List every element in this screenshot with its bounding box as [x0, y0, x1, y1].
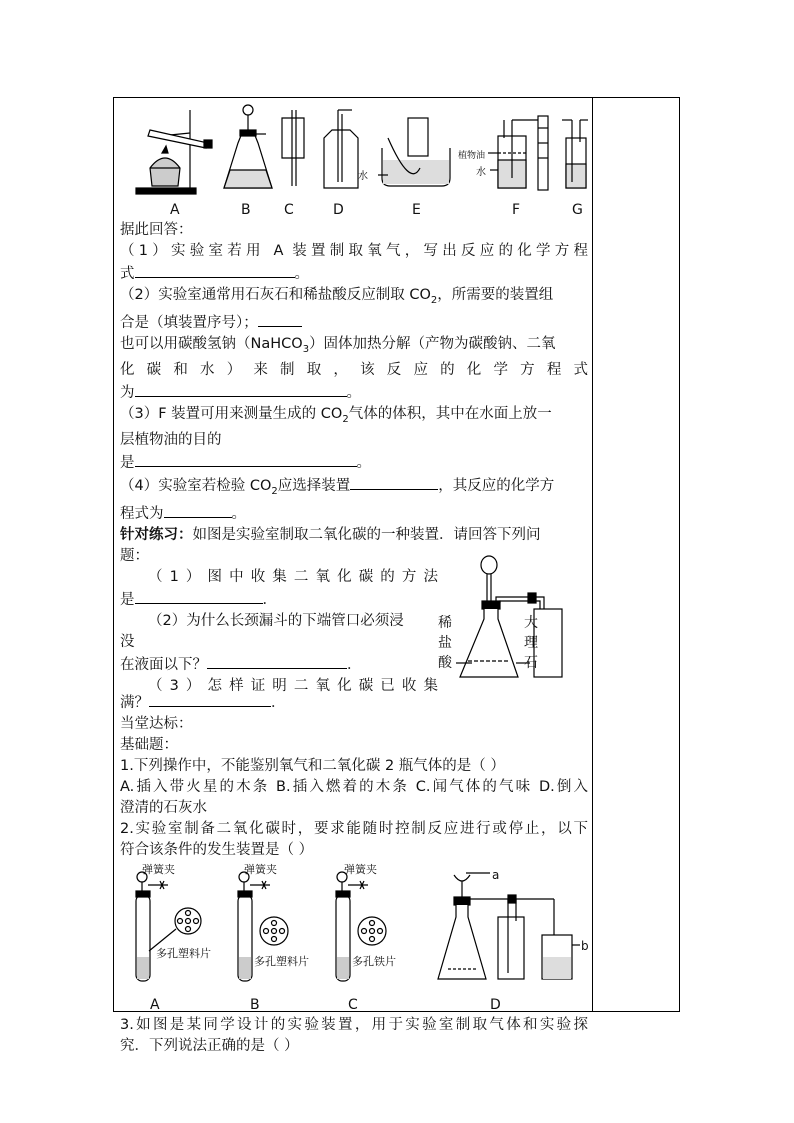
apparatus-g: [562, 120, 588, 188]
clip-label-c: 弹簧夹: [344, 862, 377, 876]
b2-line-1: 2.实验室制备二氧化碳时，要求能随时控制反应进行或停止，以下: [120, 820, 588, 837]
q2-text-e: ）固体加热分解（产物为碳酸钠、二氧: [309, 335, 556, 352]
q4-text-b: 应选择装置: [277, 477, 351, 494]
label-e: E: [412, 202, 421, 218]
device-a: [136, 872, 201, 981]
p2-line-2: 没: [120, 633, 135, 650]
intro-text: 据此回答：: [120, 222, 193, 238]
clip-label-a: 弹簧夹: [142, 862, 175, 876]
mark-b: b: [581, 938, 589, 953]
plastic-label-a: 多孔塑料片: [156, 946, 211, 960]
p3-suffix: ．: [271, 694, 286, 711]
acid-char-1: 稀: [438, 614, 452, 631]
label-b: B: [241, 202, 251, 218]
q3-text-b: 气体的体积，其中在水面上放一: [348, 405, 552, 422]
q4-line-1: [120, 474, 588, 502]
b1-options-2: 澄清的石灰水: [120, 799, 207, 816]
q3-sub: 2: [342, 413, 349, 425]
plastic-label-b: 多孔塑料片: [254, 954, 309, 968]
marble-char-1: 大: [524, 614, 538, 631]
water-label-e: 水: [358, 171, 368, 182]
device-label-c: C: [348, 996, 358, 1013]
p1-line-1: （1）图中收集二氧化碳的方法: [148, 568, 438, 585]
p2-answer-blank[interactable]: [207, 653, 347, 669]
q2-prefix-2: 为: [120, 384, 135, 401]
q1-answer-blank[interactable]: [135, 262, 295, 278]
worksheet-content: [120, 98, 588, 1057]
co2-apparatus-figure: [438, 549, 588, 689]
water-label-f: 水: [476, 167, 486, 178]
q2-equation-blank[interactable]: [135, 381, 347, 397]
column-divider: [592, 98, 593, 1011]
q1-line-1: （1）实验室若用 A 装置制取氧气，写出反应的化学方程: [120, 243, 588, 259]
mark-a: a: [492, 867, 500, 882]
practice-questions: [120, 567, 438, 697]
q2-line-1: [120, 285, 588, 311]
q3-text-a: （3）F 装置可用来测量生成的 CO: [120, 405, 343, 422]
b1-options: A.插入带火星的木条 B.插入燃着的木条 C.闻气体的气味 D.倒入: [120, 778, 588, 795]
p2-suffix: ．: [347, 656, 362, 673]
q4-text-a: （4）实验室若检验 CO: [120, 477, 272, 494]
generator-figure: [120, 861, 588, 993]
practice-heading: 针对练习：: [120, 526, 193, 543]
oil-label: 植物油: [458, 151, 486, 161]
q2-text-b: ，所需要的装置组: [437, 287, 554, 303]
q3-suffix: 。: [356, 454, 371, 471]
b3-line-1: 3.如图是某同学设计的实验装置，用于实验室制取气体和实验探: [120, 1016, 588, 1033]
q4-text-c: ，其反应的化学方: [438, 477, 555, 494]
label-c: C: [284, 202, 294, 218]
q4-prefix: 程式为: [120, 505, 164, 522]
q2-text-d: 也可以用碳酸氢钠（NaHCO: [120, 335, 303, 352]
apparatus-d: [324, 110, 358, 188]
q4-sub: 2: [271, 485, 278, 497]
device-d: [438, 873, 580, 979]
clip-label-b: 弹簧夹: [244, 862, 277, 876]
p1-prefix: 是: [120, 591, 135, 608]
iron-label-c: 多孔铁片: [352, 954, 396, 968]
q2-answer-blank[interactable]: [258, 311, 302, 327]
device-label-a: A: [150, 996, 160, 1013]
practice-block: [120, 567, 588, 694]
q4-equation-blank[interactable]: [164, 502, 232, 518]
q1-line-2: [120, 262, 588, 285]
q2-sub: 2: [430, 294, 438, 306]
marble-char-2: 理: [524, 634, 538, 651]
q3-line-2: 层植物油的目的: [120, 431, 222, 448]
q2-line-5: [120, 381, 588, 404]
b1-question: 1.下列操作中，不能鉴别氧气和二氧化碳 2 瓶气体的是（ ）: [120, 757, 505, 774]
practice-text: 如图是实验室制取二氧化碳的一种装置．请回答下列问: [192, 526, 541, 543]
q2-line-4: 化碳和水）来制取，该反应的化学方程式: [120, 361, 588, 378]
apparatus-f: [498, 116, 548, 190]
apparatus-b: [224, 105, 272, 188]
q3-line-3: [120, 451, 588, 474]
p1-line-2: [120, 588, 438, 611]
apparatus-e: [382, 118, 450, 186]
q4-suffix: 。: [231, 505, 246, 522]
q3-answer-blank[interactable]: [135, 451, 357, 467]
basic-title: 基础题：: [120, 736, 178, 753]
q2-sub-2: 3: [302, 343, 310, 355]
acid-char-2: 盐: [438, 634, 452, 651]
device-label-b: B: [250, 996, 260, 1013]
q1-suffix: 。: [294, 266, 309, 282]
p1-answer-blank[interactable]: [135, 588, 263, 604]
acid-label: [438, 613, 452, 673]
p3-line-1: （3）怎样证明二氧化碳已收集: [148, 677, 438, 694]
q2-line-3: [120, 334, 588, 360]
device-labels: [120, 993, 588, 1015]
apparatus-c: [282, 110, 304, 186]
apparatus-a: [136, 110, 212, 194]
b3-line-2: 究．下列说法正确的是（ ）: [120, 1037, 299, 1054]
label-g: G: [572, 202, 583, 218]
class-title: 当堂达标：: [120, 715, 193, 732]
label-d: D: [333, 202, 344, 218]
p2-line-3: [120, 653, 438, 676]
p1-suffix: ．: [262, 591, 277, 608]
q4-device-blank[interactable]: [350, 474, 438, 490]
device-label-d: D: [490, 996, 501, 1013]
practice-line-1: [120, 525, 588, 546]
p2-line-1: （2）为什么长颈漏斗的下端管口必须浸: [148, 612, 404, 629]
p2-prefix: 在液面以下？: [120, 656, 207, 673]
q1-prefix: 式: [120, 266, 135, 282]
q2-text-a: （2）实验室通常用石灰石和稀盐酸反应制取 CO: [120, 287, 431, 303]
acid-char-3: 酸: [438, 654, 452, 671]
label-a: A: [170, 202, 180, 218]
q3-line-1: [120, 404, 588, 430]
document-frame: [113, 97, 680, 1054]
q3-prefix: 是: [120, 454, 135, 471]
marble-label: [524, 613, 538, 673]
q4-line-2: [120, 502, 588, 525]
marble-char-3: 石: [524, 654, 538, 671]
q2-line-2: [120, 311, 588, 334]
practice-line-2: 题：: [120, 547, 149, 564]
b2-line-2: 符合该条件的发生装置是（ ）: [120, 841, 314, 858]
q2-suffix-2: 。: [346, 384, 361, 401]
label-f: F: [512, 202, 521, 218]
q2-text-c: 合是（填装置序号）；: [120, 314, 258, 331]
p3-prefix: 满？: [120, 694, 149, 711]
apparatus-labels: [120, 198, 588, 220]
